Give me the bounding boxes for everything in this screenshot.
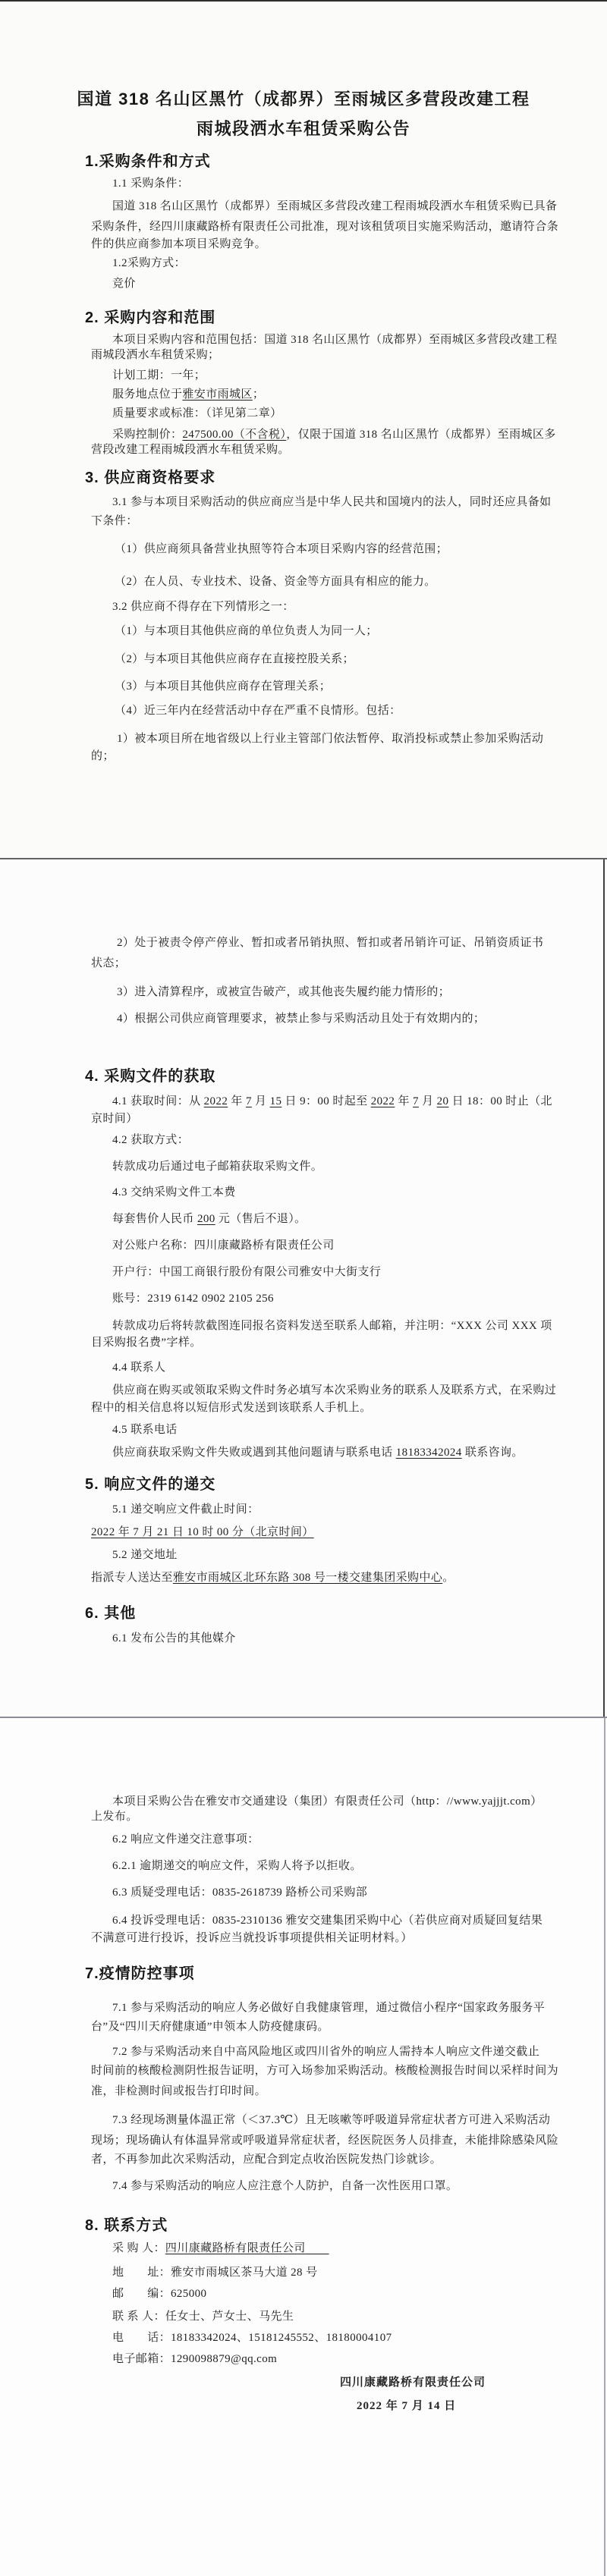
clause-6-4-line-1: 6.4 投诉受理电话：0835-2310136 雅安交建集团采购中心（若供应商对质疑回复结果 <box>112 1915 543 1927</box>
control-price-line-1: 采购控制价：247500.00（不含税），仅限于国道 318 名山区黑竹（成都界）至雨城区多 <box>112 429 556 441</box>
clause-4-2-value: 转款成功后通过电子邮箱获取采购文件。 <box>112 1161 323 1173</box>
section-3-heading: 3. 供应商资格要求 <box>85 470 216 486</box>
section-5-heading: 5. 响应文件的递交 <box>85 1476 216 1493</box>
bank-line: 开户行：中国工商银行股份有限公司雅安中大街支行 <box>112 1266 382 1278</box>
delivery-address-line: 指派专人送达至雅安市雨城区北环东路 308 号一楼交建集团采购中心。 <box>91 1572 454 1584</box>
address-line: 地 址：雅安市雨城区茶马大道 28 号 <box>112 2267 318 2279</box>
para-1-1-line-3: 件的供应商参加本项目采购竞争。 <box>91 238 267 250</box>
page-2 <box>0 858 607 1718</box>
account-number-line: 账号：2319 6142 0902 2105 256 <box>112 1293 274 1305</box>
signature-company: 四川康藏路桥有限责任公司 <box>340 2377 486 2389</box>
clause-4-2: 4.2 获取方式： <box>112 1134 190 1146</box>
para-7-1-line-1: 7.1 参与采购活动的响应人务必做好自我健康管理，通过微信小程序“国家政务服务平 <box>112 2002 546 2014</box>
bad-case-2-line-1: 2）处于被责令停产停业、暂扣或者吊销执照、暂扣或者吊销许可证、吊销资质证书 <box>117 937 544 949</box>
clause-6-1: 6.1 发布公告的其他媒介 <box>112 1632 236 1645</box>
para-4-4-line-1: 供应商在购买或领取采购文件时务必填写本次采购业务的联系人及联系方式，在采购过 <box>112 1384 557 1396</box>
clause-1-2: 1.2采购方式： <box>112 257 186 269</box>
clause-5-1: 5.1 递交响应文件截止时间： <box>112 1503 259 1516</box>
phones-line: 电 话：18183342024、15181245552、18180004107 <box>112 2332 392 2344</box>
page-3-right-edge <box>604 1718 605 2576</box>
para-1-1-line-1: 国道 318 名山区黑竹（成都界）至雨城区多营段改建工程雨城段洒水车租赁采购已具备 <box>112 200 558 212</box>
clause-4-5: 4.5 联系电话 <box>112 1424 178 1436</box>
clause-4-1-line-1: 4.1 获取时间：从 2022 年 7 月 15 日 9：00 时起至 2022 年 7 月 20 日 18：00 时止（北 <box>112 1095 552 1107</box>
clause-6-2-1: 6.2.1 逾期递交的响应文件，采购人将予以拒收。 <box>112 1860 362 1872</box>
plan-duration-line: 计划工期：一年； <box>112 369 206 382</box>
bad-case-4: 4）根据公司供应商管理要求，被禁止参与采购活动且处于有效期内的； <box>117 1013 486 1025</box>
section-1-heading: 1.采购条件和方式 <box>85 153 211 170</box>
account-name-line: 对公账户名称：四川康藏路桥有限责任公司 <box>112 1239 335 1252</box>
disallow-2: （2）与本项目其他供应商存在直接控股关系； <box>115 653 354 665</box>
clause-4-4: 4.4 联系人 <box>112 1362 166 1374</box>
remit-note-line-2: 目采购报名费”字样。 <box>91 1337 202 1349</box>
para-7-3-line-2: 现场；现场确认有体温异常或呼吸道异常症状者，经医院医务人员排查，未能排除感染风险 <box>91 2135 559 2147</box>
bad-case-3: 3）进入清算程序，或被宣告破产，或其他丧失履约能力情形的； <box>117 986 451 998</box>
publish-media-line-2: 上发布。 <box>91 1811 138 1823</box>
condition-1: （1）供应商须具备营业执照等符合本项目采购内容的经营范围； <box>115 543 448 555</box>
section-4-heading: 4. 采购文件的获取 <box>85 1068 216 1085</box>
clause-3-2: 3.2 供应商不得存在下列情形之一： <box>112 601 294 613</box>
clause-6-3: 6.3 质疑受理电话：0835-2618739 路桥公司采购部 <box>112 1886 368 1899</box>
para-1-1-line-2: 采购条件，经四川康藏路桥有限责任公司批准，现对该租赁项目实施采购活动，邀请符合条 <box>91 221 559 233</box>
clause-4-3: 4.3 交纳采购文件工本费 <box>112 1186 236 1198</box>
zip-line: 邮 编：625000 <box>112 2288 207 2300</box>
para-4-4-line-2: 程中的相关信息将以短信形式发送到该联系人手机上。 <box>91 1402 372 1414</box>
para-7-3-line-1: 7.3 经现场测量体温正常（＜37.3℃）且无咳嗽等呼吸道异常症状者方可进入采购活动 <box>112 2114 551 2126</box>
page-3 <box>0 1717 607 2576</box>
clause-6-2: 6.2 响应文件递交注意事项： <box>112 1833 259 1846</box>
para-7-3-line-3: 者，不再参加此次采购活动，应配合到定点收治医院发热门诊就诊。 <box>91 2153 442 2166</box>
section-2-heading: 2. 采购内容和范围 <box>85 309 216 326</box>
condition-2: （2）在人员、专业技术、设备、资金等方面具有相应的能力。 <box>115 576 436 588</box>
disallow-4: （4）近三年内在经营活动中存在严重不良情形。包括： <box>115 705 401 717</box>
control-price-line-2: 营段改建工程雨城段洒水车租赁采购。 <box>91 444 290 456</box>
service-location-line: 服务地点位于雅安市雨城区； <box>112 388 265 401</box>
clause-3-1-line-1: 3.1 参与本项目采购活动的供应商应当是中华人民共和国境内的法人，同时还应具备如 <box>112 496 552 508</box>
section-8-heading: 8. 联系方式 <box>85 2217 168 2234</box>
quality-standard-line: 质量要求或标准：（详见第二章） <box>112 407 282 419</box>
signature-date: 2022 年 7 月 14 日 <box>357 2400 457 2412</box>
para-7-1-line-2: 台”及“四川天府健康通”申领本人防疫健康码。 <box>91 2021 329 2033</box>
bad-case-2-line-2: 状态； <box>91 957 127 969</box>
buyer-line: 采 购 人：四川康藏路桥有限责任公司 <box>112 2242 306 2254</box>
para-7-4: 7.4 参与采购活动的响应人应注意个人防护，自备一次性医用口罩。 <box>112 2180 458 2192</box>
deadline-line: 2022 年 7 月 21 日 10 时 00 分（北京时间） <box>91 1526 314 1538</box>
page-1 <box>0 0 607 859</box>
clause-4-1-line-2: 京时间） <box>91 1113 138 1125</box>
email-line: 电子邮箱：1290098879@qq.com <box>112 2353 278 2365</box>
disallow-3: （3）与本项目其他供应商存在管理关系； <box>115 680 332 693</box>
section-7-heading: 7.疫情防控事项 <box>85 1965 195 1982</box>
contact-persons-line: 联 系 人：任女士、芦女士、马先生 <box>112 2311 294 2323</box>
page-2-right-edge <box>603 859 605 1718</box>
doc-title-line-2: 雨城段洒水车租赁采购公告 <box>196 119 410 138</box>
remit-note-line-1: 转款成功后将转款截图连同报名资料发送至联系人邮箱，并注明：“XXX 公司 XXX 项 <box>112 1320 552 1332</box>
clause-5-2: 5.2 递交地址 <box>112 1549 178 1561</box>
bad-case-1-line-1: 1）被本项目所在地省级以上行业主管部门依法暂停、取消投标或禁止参加采购活动 <box>117 733 544 745</box>
publish-media-line-1: 本项目采购公告在雅安市交通建设（集团）有限责任公司（http：//www.yajjjt.com） <box>112 1795 543 1808</box>
clause-6-4-line-2: 不满意可进行投诉，投诉应当就投诉事项提供相关证明材料。） <box>91 1932 413 1944</box>
section-6-heading: 6. 其他 <box>85 1605 137 1622</box>
clause-3-1-line-2: 下条件： <box>91 515 138 527</box>
para-7-2-line-3: 准，非检测时间或报告打印时间。 <box>91 2085 267 2097</box>
bad-case-1-line-2: 的； <box>91 750 115 762</box>
para-7-2-line-1: 7.2 参与采购活动来自中高风险地区或四川省外的响应人需持本人响应文件递交截止 <box>112 2046 540 2058</box>
para-2-line-2: 雨城段洒水车租赁采购； <box>91 349 220 361</box>
fee-line: 每套售价人民币 200 元（售后不退）。 <box>112 1213 307 1225</box>
clause-1-2-value: 竞价 <box>112 278 136 290</box>
doc-title-line-1: 国道 318 名山区黑竹（成都界）至雨城区多营段改建工程 <box>77 90 530 108</box>
para-7-2-line-2: 时间前的核酸检测阴性报告证明，方可入场参加采购活动。核酸检测报告时间以采样时间为 <box>91 2065 559 2077</box>
disallow-1: （1）与本项目其他供应商的单位负责人为同一人； <box>115 625 378 637</box>
para-2-line-1: 本项目采购内容和范围包括：国道 318 名山区黑竹（成都界）至雨城区多营段改建工程 <box>112 334 558 346</box>
para-4-5-line: 供应商获取采购文件失败或遇到其他问题请与联系电话 18183342024 联系咨询。 <box>112 1447 524 1459</box>
clause-1-1: 1.1 采购条件： <box>112 177 190 190</box>
